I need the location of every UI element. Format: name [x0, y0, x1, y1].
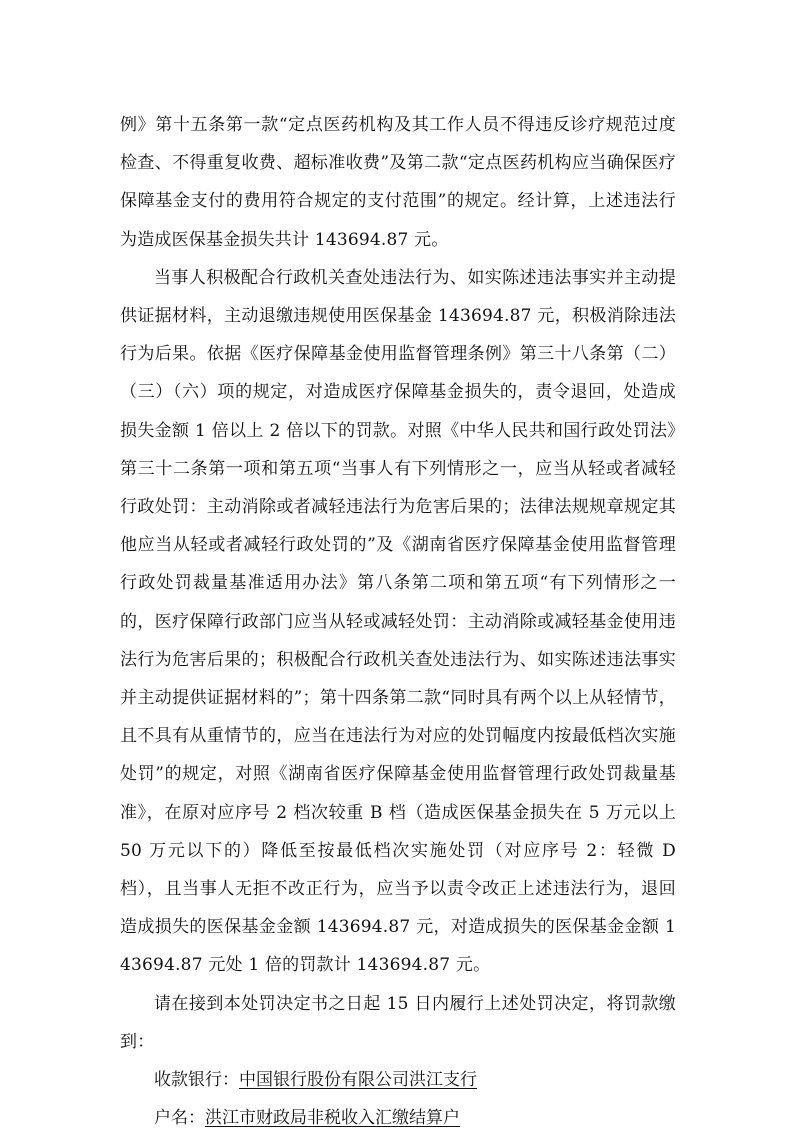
bank-line [120, 1061, 676, 1099]
bank-name: 中国银行股份有限公司洪江支行 [239, 1070, 477, 1091]
bank-label: 收款银行： [154, 1070, 239, 1091]
paragraph-penalty-reasoning: 当事人积极配合行政机关查处违法行为、如实陈述违法事实并主动提供证据材料，主动退缴违规使用医保基金 143694.87 元，积极消除违法行为后果。依据《医疗保障基金使用监督管理条例》第三十八条第（二）（三）（六）项的规定，对造成医疗保障基金损失的，责令退回，处造成损失金额 1 倍以上 2 倍以下的罚款。对照《中华人民共和国行政处罚法》第三十二条第一项和第五项“当事人有下列情形之一，应当从轻或者减轻行政处罚：主动消除或者减轻违法行为危害后果的；法律法规规章规定其他应当从轻或者减轻行政处罚的”及《湖南省医疗保障基金使用监督管理行政处罚裁量基准适用办法》第八条第二项和第五项“有下列情形之一的，医疗保障行政部门应当从轻或减轻处罚：主动消除或减轻基金使用违法行为危害后果的；积极配合行政机关查处违法行为、如实陈述违法事实并主动提供证据材料的”；第十四条第二款“同时具有两个以上从轻情节，且不具有从重情节的，应当在违法行为对应的处罚幅度内按最低档次实施处罚”的规定，对照《湖南省医疗保障基金使用监督管理行政处罚裁量基准》，在原对应序号 2 档次较重 B 档（造成医保基金损失在 5 万元以上 50 万元以下的）降低至按最低档次实施处罚（对应序号 2：轻微 D 档），且当事人无拒不改正行为，应当予以责令改正上述违法行为，退回造成损失的医保基金金额 143694.87 元，对造成损失的医保基金金额 143694.87 元处 1 倍的罚款计 143694.87 元。 [120, 267, 676, 976]
document-body [120, 106, 676, 1137]
account-label: 户名： [154, 1108, 205, 1129]
paragraph-payment-instruction: 请在接到本处罚决定书之日起 15 日内履行上述处罚决定，将罚款缴到： [120, 993, 676, 1052]
account-name: 洪江市财政局非税收入汇缴结算户 [205, 1108, 460, 1129]
account-line [120, 1099, 676, 1137]
paragraph-legal-basis-continued: 例》第十五条第一款“定点医药机构及其工作人员不得违反诊疗规范过度检查、不得重复收费、超标准收费”及第二款“定点医药机构应当确保医疗保障基金支付的费用符合规定的支付范围”的规定。经计算，上述违法行为造成医保基金损失共计 143694.87 元。 [120, 115, 676, 250]
